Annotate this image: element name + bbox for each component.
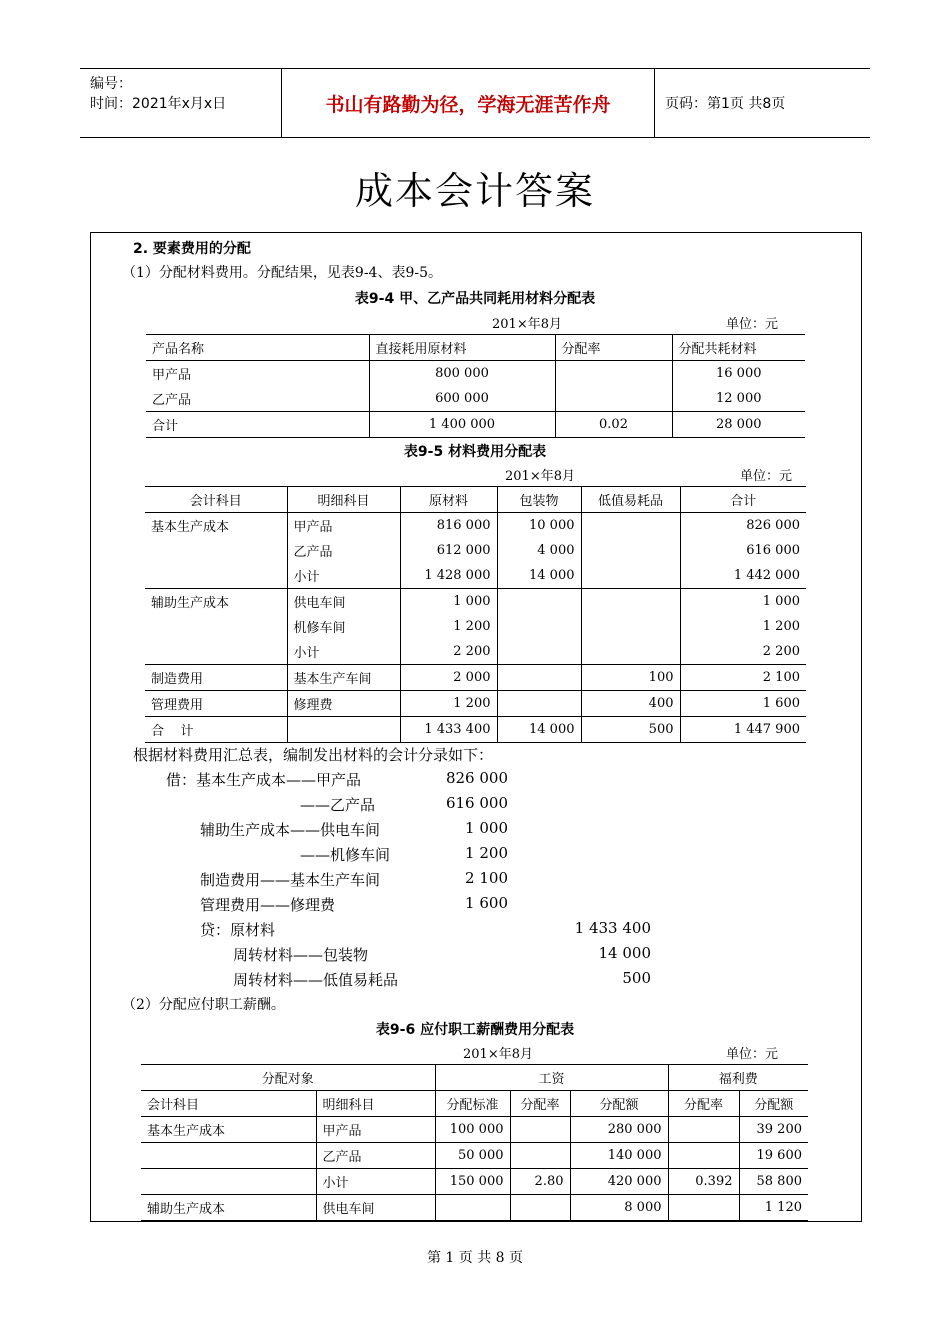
table-cell: 400 — [581, 691, 680, 717]
table-9-4-unit: 单位：元 — [726, 317, 779, 332]
table-cell — [497, 665, 581, 691]
table-cell: 800 000 — [369, 361, 555, 387]
section-heading: 2. 要素费用的分配 — [133, 241, 251, 257]
table-row — [145, 691, 806, 717]
table-cell: 甲产品 — [316, 1117, 435, 1143]
table-row — [145, 639, 806, 665]
table-cell: 0.02 — [555, 412, 672, 438]
table-9-6-title: 表9-6 应付职工薪酬费用分配表 — [375, 1022, 575, 1038]
col-header: 分配率 — [555, 335, 672, 361]
table-cell: 1 400 000 — [369, 412, 555, 438]
number-label: 编号： — [90, 76, 132, 92]
col-header: 会计科目 — [141, 1091, 316, 1117]
table-cell — [141, 1169, 316, 1195]
page-footer: 第 1 页 共 8 页 — [426, 1250, 524, 1266]
table-cell: 500 — [581, 717, 680, 743]
table-cell: 甲产品 — [287, 513, 400, 539]
col-header: 明细科目 — [287, 487, 400, 513]
journal-debit: 616 000 — [445, 794, 508, 812]
table-cell: 供电车间 — [287, 589, 400, 615]
table-cell — [287, 717, 400, 743]
table-row — [146, 386, 805, 412]
col-header: 直接耗用原材料 — [369, 335, 555, 361]
table-cell — [145, 563, 287, 589]
table-cell: 1 120 — [764, 1200, 802, 1215]
table-cell — [581, 538, 680, 563]
col-header: 会计科目 — [145, 487, 287, 513]
table-group-header-row — [141, 1065, 808, 1091]
group-header: 分配对象 — [141, 1065, 435, 1091]
table-cell — [668, 1195, 739, 1221]
table-cell: 12 000 — [716, 391, 762, 406]
table-cell: 小计 — [287, 563, 400, 589]
table-cell: 1 000 — [400, 589, 497, 615]
table-row — [146, 412, 805, 438]
table-9-6-date: 201×年8月 — [463, 1047, 533, 1062]
paragraph-1: （1）分配材料费用。分配结果，见表9-4、表9-5。 — [122, 265, 442, 281]
table-cell: 600 000 — [369, 386, 555, 412]
col-header: 分配标准 — [435, 1091, 510, 1117]
table-cell — [555, 361, 672, 387]
table-cell: 乙产品 — [146, 386, 369, 412]
table-cell — [581, 639, 680, 665]
table-cell: 小计 — [316, 1169, 435, 1195]
table-9-5-unit: 单位：元 — [740, 469, 793, 484]
table-cell: 10 000 — [497, 513, 581, 539]
table-cell — [497, 589, 581, 615]
table-cell: 合计 — [146, 412, 369, 438]
journal-line: 管理费用——修理费 — [200, 896, 336, 914]
table-cell: 2 100 — [762, 670, 800, 685]
table-row — [145, 614, 806, 639]
table-cell: 1 433 400 — [400, 717, 497, 743]
table-row — [141, 1195, 808, 1221]
table-cell: 1 428 000 — [400, 563, 497, 589]
journal-line: ——机修车间 — [300, 846, 391, 864]
table-cell: 0.392 — [668, 1169, 739, 1195]
table-cell: 100 000 — [435, 1117, 510, 1143]
table-row — [145, 513, 806, 539]
table-cell — [510, 1195, 570, 1221]
table-row — [145, 538, 806, 563]
table-cell: 制造费用 — [145, 665, 287, 691]
col-header: 合计 — [730, 494, 757, 509]
table-cell — [497, 639, 581, 665]
table-row — [146, 361, 805, 387]
table-cell — [141, 1143, 316, 1169]
table-9-6 — [141, 1064, 808, 1221]
journal-line: 周转材料——低值易耗品 — [233, 971, 399, 989]
journal-line: 借：基本生产成本——甲产品 — [166, 771, 362, 789]
table-9-5 — [145, 486, 806, 743]
table-row — [145, 589, 806, 615]
table-cell — [145, 538, 287, 563]
table-cell: 16 000 — [716, 366, 762, 381]
table-cell: 150 000 — [435, 1169, 510, 1195]
table-cell: 826 000 — [746, 518, 800, 533]
table-cell — [581, 563, 680, 589]
table-cell — [145, 639, 287, 665]
table-cell: 14 000 — [497, 717, 581, 743]
table-cell: 基本生产成本 — [145, 513, 287, 539]
table-row — [141, 1169, 808, 1195]
col-header: 产品名称 — [146, 335, 369, 361]
col-header: 包装物 — [497, 487, 581, 513]
table-cell — [581, 614, 680, 639]
table-cell: 1 442 000 — [733, 568, 800, 583]
table-cell: 1 000 — [762, 594, 800, 609]
journal-debit: 1 000 — [465, 819, 508, 837]
journal-line: 辅助生产成本——供电车间 — [200, 821, 381, 839]
table-cell: 28 000 — [716, 417, 762, 432]
table-cell: 修理费 — [287, 691, 400, 717]
journal-credit: 1 433 400 — [574, 919, 651, 937]
table-9-6-unit: 单位：元 — [726, 1047, 779, 1062]
table-cell: 140 000 — [570, 1143, 668, 1169]
col-header: 分配率 — [510, 1091, 570, 1117]
journal-line: 贷：原材料 — [200, 921, 276, 939]
header-meta — [80, 69, 280, 137]
table-cell — [668, 1143, 739, 1169]
table-header-row — [146, 335, 805, 361]
journal-line: 制造费用——基本生产车间 — [200, 871, 381, 889]
table-cell: 2 000 — [400, 665, 497, 691]
journal-line: ——乙产品 — [300, 796, 376, 814]
journal-line: 周转材料——包装物 — [233, 946, 369, 964]
table-cell: 1 200 — [400, 691, 497, 717]
table-cell — [668, 1117, 739, 1143]
table-cell: 8 000 — [570, 1195, 668, 1221]
table-cell — [497, 691, 581, 717]
table-cell: 280 000 — [570, 1117, 668, 1143]
table-cell: 乙产品 — [287, 538, 400, 563]
table-cell: 小计 — [287, 639, 400, 665]
table-cell: 420 000 — [570, 1169, 668, 1195]
table-cell: 合 计 — [145, 717, 287, 743]
journal-credit: 14 000 — [598, 944, 651, 962]
table-cell: 100 — [581, 665, 680, 691]
table-header-row — [141, 1091, 808, 1117]
table-cell: 612 000 — [400, 538, 497, 563]
table-cell — [510, 1117, 570, 1143]
table-cell: 816 000 — [400, 513, 497, 539]
journal-debit: 2 100 — [465, 869, 508, 887]
col-header: 原材料 — [400, 487, 497, 513]
col-header: 分配额 — [754, 1098, 794, 1113]
table-cell: 基本生产成本 — [141, 1117, 316, 1143]
journal-intro: 根据材料费用汇总表，编制发出材料的会计分录如下： — [133, 746, 494, 764]
table-header-row — [145, 487, 806, 513]
table-cell: 14 000 — [497, 563, 581, 589]
col-header: 明细科目 — [316, 1091, 435, 1117]
table-row — [145, 563, 806, 589]
journal-credit: 500 — [622, 969, 651, 987]
table-cell: 39 200 — [756, 1122, 802, 1137]
table-cell: 辅助生产成本 — [141, 1195, 316, 1221]
table-cell: 50 000 — [435, 1143, 510, 1169]
document-title: 成本会计答案 — [354, 169, 595, 213]
table-cell: 管理费用 — [145, 691, 287, 717]
journal-debit: 826 000 — [445, 769, 508, 787]
journal-debit: 1 600 — [465, 894, 508, 912]
table-cell: 616 000 — [746, 543, 800, 558]
table-cell — [581, 513, 680, 539]
table-cell — [435, 1195, 510, 1221]
paragraph-2: （2）分配应付职工薪酬。 — [122, 997, 285, 1013]
table-cell: 1 600 — [762, 696, 800, 711]
table-9-5-date: 201×年8月 — [505, 469, 575, 484]
table-cell: 1 447 900 — [733, 722, 800, 737]
table-cell — [555, 386, 672, 412]
table-total-row — [145, 717, 806, 743]
table-cell — [510, 1143, 570, 1169]
col-header: 分配率 — [668, 1091, 739, 1117]
table-9-5-title: 表9-5 材料费用分配表 — [403, 444, 547, 460]
group-header: 福利费 — [718, 1072, 758, 1087]
table-row — [141, 1117, 808, 1143]
table-9-4-date: 201×年8月 — [492, 317, 562, 332]
table-cell: 甲产品 — [146, 361, 369, 387]
table-cell — [581, 589, 680, 615]
table-cell: 4 000 — [497, 538, 581, 563]
motto: 书山有路勤为径，学海无涯苦作舟 — [281, 69, 655, 137]
table-cell: 供电车间 — [316, 1195, 435, 1221]
journal-debit: 1 200 — [465, 844, 508, 862]
table-cell: 58 800 — [756, 1174, 802, 1189]
date-label: 时间：2021年x月x日 — [90, 96, 227, 112]
table-cell: 1 200 — [400, 614, 497, 639]
table-cell: 2 200 — [400, 639, 497, 665]
table-cell: 2 200 — [762, 644, 800, 659]
table-9-4-title: 表9-4 甲、乙产品共同耗用材料分配表 — [354, 291, 596, 307]
page-header — [80, 68, 870, 138]
col-header: 低值易耗品 — [581, 487, 680, 513]
table-cell: 1 200 — [762, 619, 800, 634]
table-row — [141, 1143, 808, 1169]
table-cell: 机修车间 — [287, 614, 400, 639]
table-cell: 基本生产车间 — [287, 665, 400, 691]
table-cell: 乙产品 — [316, 1143, 435, 1169]
page-info: 页码：第1页 共8页 — [665, 96, 786, 112]
table-9-4 — [146, 334, 805, 438]
table-cell: 2.80 — [510, 1169, 570, 1195]
col-header: 分配额 — [570, 1091, 668, 1117]
table-cell: 辅助生产成本 — [145, 589, 287, 615]
table-cell — [497, 614, 581, 639]
group-header: 工资 — [435, 1065, 668, 1091]
table-row — [145, 665, 806, 691]
table-cell — [145, 614, 287, 639]
table-cell: 19 600 — [756, 1148, 802, 1163]
col-header: 分配共耗材料 — [678, 342, 757, 357]
